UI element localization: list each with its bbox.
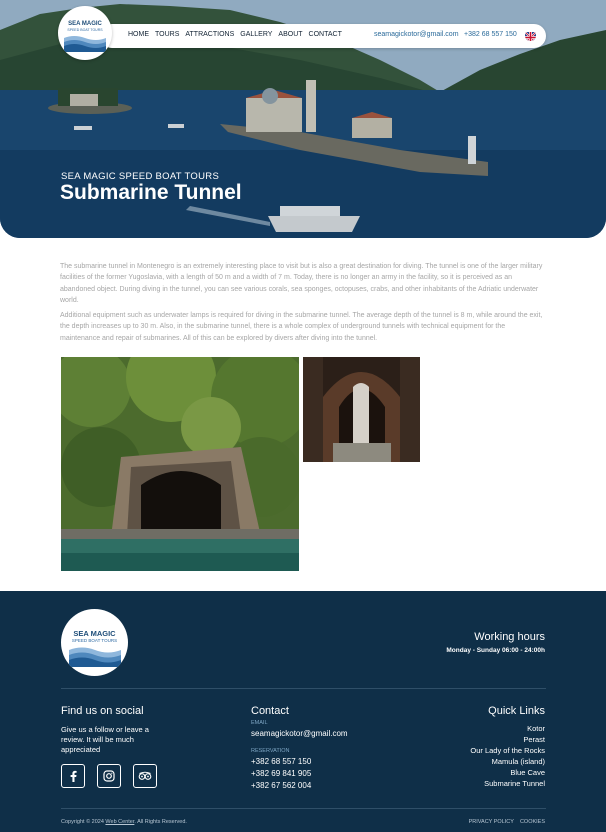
privacy-policy-link[interactable]: PRIVACY POLICY — [468, 819, 514, 825]
contact-reservation-label: RESERVATION — [251, 748, 290, 754]
contact-phone-1[interactable]: +382 68 557 150 — [251, 757, 312, 766]
nav-item-contact[interactable]: CONTACT — [308, 31, 342, 38]
footer-logo[interactable] — [61, 609, 128, 676]
footer-divider-top — [61, 688, 546, 689]
content-paragraph-1: The submarine tunnel in Montenegro is an extremely interesting place to visit but is also a great destination for diving. The tunnel is one of the larger military facilities of the former Yugoslavia, with a length of 50 m and a width of 7 m. Today, there is no longer an army in the facility, so it is perceived as an abandoned object. During diving in the tunnel, you can see various corals, sea sponges, octopuses, crabs, and other inhabitants of the Adriatic underwater world. — [60, 263, 543, 305]
copyright-suffix: . All Rights Reserved. — [134, 819, 187, 825]
facebook-icon[interactable] — [61, 764, 85, 788]
footer-logo-text-sub: SPEED BOAT TOURS — [71, 638, 118, 643]
contact-phone-2[interactable]: +382 69 841 905 — [251, 769, 312, 778]
quick-link-submarine-tunnel[interactable]: Submarine Tunnel — [484, 779, 545, 789]
contact-phone-3[interactable]: +382 67 562 004 — [251, 781, 312, 790]
nav-item-tours[interactable]: TOURS — [155, 31, 180, 38]
tripadvisor-icon[interactable] — [133, 764, 157, 788]
footer — [0, 591, 606, 832]
nav-item-about[interactable]: ABOUT — [278, 31, 303, 38]
navbar — [100, 24, 546, 48]
nav-menu — [128, 31, 342, 38]
footer-logo-text-main: SEA MAGIC — [73, 629, 116, 638]
quick-link-blue-cave[interactable]: Blue Cave — [510, 768, 545, 778]
tunnel-interior-photo[interactable] — [303, 357, 420, 462]
working-hours-title: Working hours — [474, 631, 545, 643]
tunnel-entrance-photo[interactable] — [61, 357, 299, 571]
logo-text-main: SEA MAGIC — [68, 21, 102, 27]
nav-item-gallery[interactable]: GALLERY — [240, 31, 273, 38]
uk-flag-icon[interactable] — [525, 30, 536, 41]
content-paragraph-2: Additional equipment such as underwater lamps is required for diving in the submarine tunnel. The average depth of the tunnel is 8 m, while around the exit, the depth increases up to 30 m. Also, in the submarine tunnel, there is a whole complex of underground tunnels with technical equipment for the maintenance and repair of submarines. All of this can be explored by divers after diving into the tunnel. — [60, 312, 543, 342]
legal-links — [469, 819, 545, 825]
quick-links-title: Quick Links — [488, 705, 545, 717]
footer-logo-waves-icon — [69, 645, 121, 667]
social-title: Find us on social — [61, 705, 144, 717]
copyright-prefix: Copyright © 2024 — [61, 819, 104, 825]
contact-email[interactable]: seamagickotor@gmail.com — [251, 729, 348, 738]
working-hours-value: Monday - Sunday 06:00 - 24:00h — [446, 647, 545, 654]
contact-email-label: EMAIL — [251, 720, 268, 726]
page-title: Submarine Tunnel — [60, 181, 242, 204]
social-icons — [61, 764, 157, 788]
quick-link-kotor[interactable]: Kotor — [527, 724, 545, 733]
logo-waves-icon — [64, 34, 106, 52]
cookies-link[interactable]: COOKIES — [519, 819, 545, 825]
quick-link-mamula[interactable]: Mamula (island) — [491, 757, 545, 767]
quick-links-list — [470, 723, 545, 790]
site-logo[interactable] — [58, 6, 112, 60]
nav-phone-link[interactable]: +382 68 557 150 — [464, 31, 517, 38]
copyright-link[interactable]: Web Center — [105, 819, 135, 825]
hero-subtitle: SEA MAGIC SPEED BOAT TOURS — [61, 171, 220, 182]
instagram-icon[interactable] — [97, 764, 121, 788]
quick-link-our-lady-of-the-rocks[interactable]: Our Lady of the Rocks — [470, 746, 545, 756]
footer-divider-bottom — [61, 808, 546, 809]
quick-link-perast[interactable]: Perast — [523, 735, 545, 745]
contact-title: Contact — [251, 705, 289, 717]
social-text: Give us a follow or leave a review. It will be much appreciated — [61, 725, 149, 754]
copyright — [61, 819, 187, 825]
nav-item-attractions[interactable]: ATTRACTIONS — [185, 31, 235, 38]
nav-email-link[interactable]: seamagickotor@gmail.com — [374, 31, 459, 38]
nav-item-home[interactable]: HOME — [128, 31, 149, 38]
logo-text-sub: SPEED BOAT TOURS — [67, 28, 103, 32]
